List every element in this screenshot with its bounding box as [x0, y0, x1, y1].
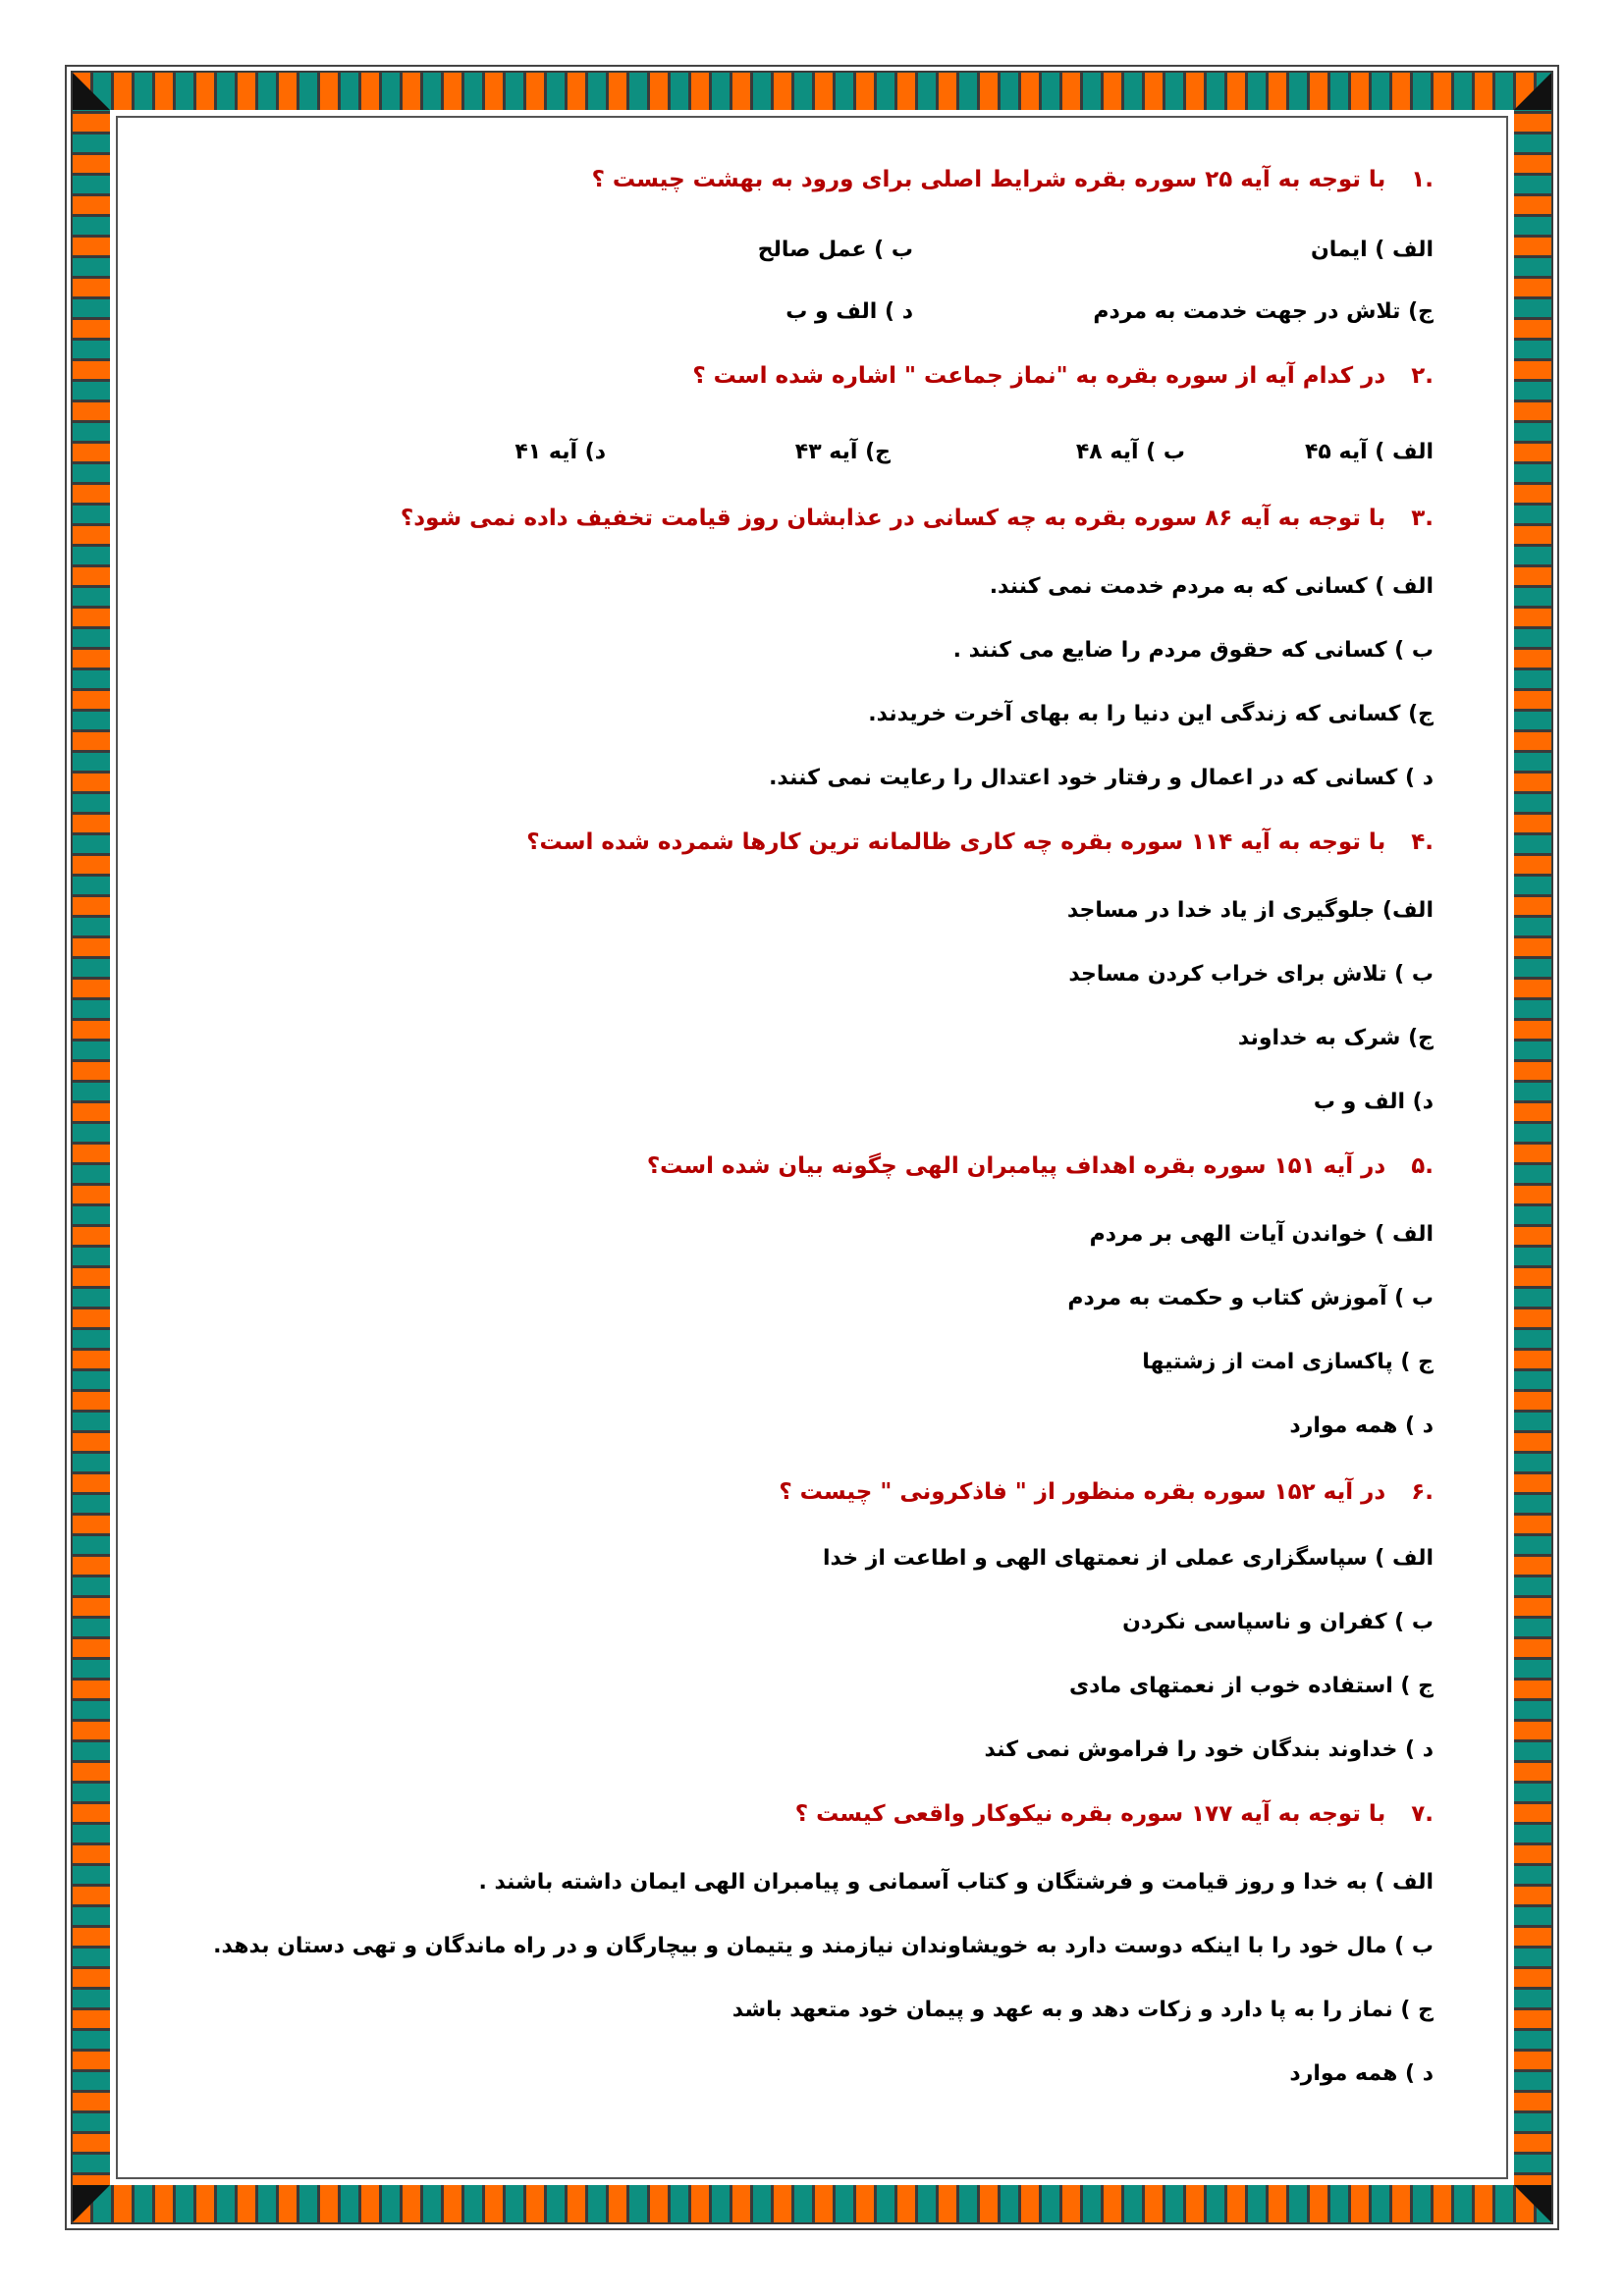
option-alef: الف ) سپاسگزاری عملی از نعمتهای الهی و اطاعت از خدا: [823, 1546, 1434, 1571]
option-jim: ج ) استفاده خوب از نعمتهای مادی: [1068, 1674, 1434, 1698]
question-number: .۴: [1411, 829, 1434, 855]
option-dal: د ) همه موارد: [1289, 2061, 1434, 2086]
option-be: ب ) تلاش برای خراب کردن مساجد: [1068, 962, 1434, 987]
question-3: [401, 506, 1434, 531]
question-number: .۶: [1411, 1479, 1434, 1505]
question-text: با توجه به آیه ۲۵ سوره بقره شرایط اصلی برای ورود به بهشت چیست ؟: [591, 167, 1386, 192]
option-jim: ج) شرک به خداوند: [1237, 1026, 1434, 1050]
question-number: .۵: [1411, 1153, 1434, 1179]
option-dal: د ) الف و ب: [785, 299, 913, 324]
option-be: ب ) مال خود را با اینکه دوست دارد به خویشاوندان نیازمند و یتیمان و بیچارگان و در راه ماندگان و تهی دستان بدهد.: [213, 1934, 1434, 1958]
option-alef: الف ) آیه ۴۵: [1304, 440, 1434, 464]
question-number: .۷: [1411, 1801, 1434, 1827]
option-jim: ج) تلاش در جهت خدمت به مردم: [1093, 299, 1434, 324]
question-text: در آیه ۱۵۲ سوره بقره منظور از " فاذکرونی " چیست ؟: [779, 1479, 1386, 1505]
question-4: [526, 829, 1434, 855]
option-dal: د ) کسانی که در اعمال و رفتار خود اعتدال را رعایت نمی کنند.: [769, 766, 1434, 790]
option-dal: د) آیه ۴۱: [514, 440, 606, 464]
option-jim: ج) کسانی که زندگی این دنیا را به بهای آخرت خریدند.: [868, 702, 1434, 726]
option-alef: الف ) ایمان: [1311, 238, 1434, 262]
option-be: ب ) کسانی که حقوق مردم را ضایع می کنند .: [952, 638, 1434, 663]
question-number: .۲: [1411, 363, 1434, 389]
question-text: با توجه به آیه ۱۷۷ سوره بقره نیکوکار واقعی کیست ؟: [794, 1801, 1386, 1827]
question-2: [692, 363, 1434, 389]
question-5: [647, 1153, 1434, 1179]
question-number: .۱: [1411, 167, 1434, 192]
question-6: [779, 1479, 1434, 1505]
option-alef: الف ) خواندن آیات الهی بر مردم: [1089, 1222, 1434, 1247]
option-be: ب ) آیه ۴۸: [1075, 440, 1185, 464]
option-dal: د ) خداوند بندگان خود را فراموش نمی کند: [984, 1737, 1434, 1762]
question-text: در آیه ۱۵۱ سوره بقره اهداف پیامبران الهی چگونه بیان شده است؟: [646, 1153, 1386, 1179]
option-be: ب ) آموزش کتاب و حکمت به مردم: [1067, 1286, 1434, 1310]
option-be: ب ) کفران و ناسپاسی نکردن: [1122, 1610, 1434, 1634]
option-jim: ج ) پاکسازی امت از زشتیها: [1142, 1350, 1434, 1374]
question-1: [592, 167, 1434, 192]
option-jim: ج) آیه ۴۳: [794, 440, 891, 464]
option-dal: د) الف و ب: [1313, 1090, 1434, 1114]
option-alef: الف ) کسانی که به مردم خدمت نمی کنند.: [989, 574, 1434, 599]
option-jim: ج ) نماز را به پا دارد و زکات دهد و به عهد و پیمان خود متعهد باشد: [731, 1998, 1434, 2022]
option-alef: الف) جلوگیری از یاد خدا در مساجد: [1066, 898, 1434, 923]
option-dal: د ) همه موارد: [1289, 1414, 1434, 1438]
question-7: [795, 1801, 1434, 1827]
question-text: در کدام آیه از سوره بقره به "نماز جماعت " اشاره شده است ؟: [692, 363, 1386, 389]
quiz-content: [213, 128, 1434, 2140]
option-alef: الف ) به خدا و روز قیامت و فرشتگان و کتاب آسمانی و پیامبران الهی ایمان داشته باشند .: [478, 1870, 1434, 1895]
question-text: با توجه به آیه ۸۶ سوره بقره به چه کسانی در عذابشان روز قیامت تخفیف داده نمی شود؟: [400, 506, 1386, 531]
question-text: با توجه به آیه ۱۱۴ سوره بقره چه کاری ظالمانه ترین کارها شمرده شده است؟: [526, 829, 1386, 855]
question-number: .۳: [1411, 506, 1434, 531]
option-be: ب ) عمل صالح: [757, 238, 913, 262]
